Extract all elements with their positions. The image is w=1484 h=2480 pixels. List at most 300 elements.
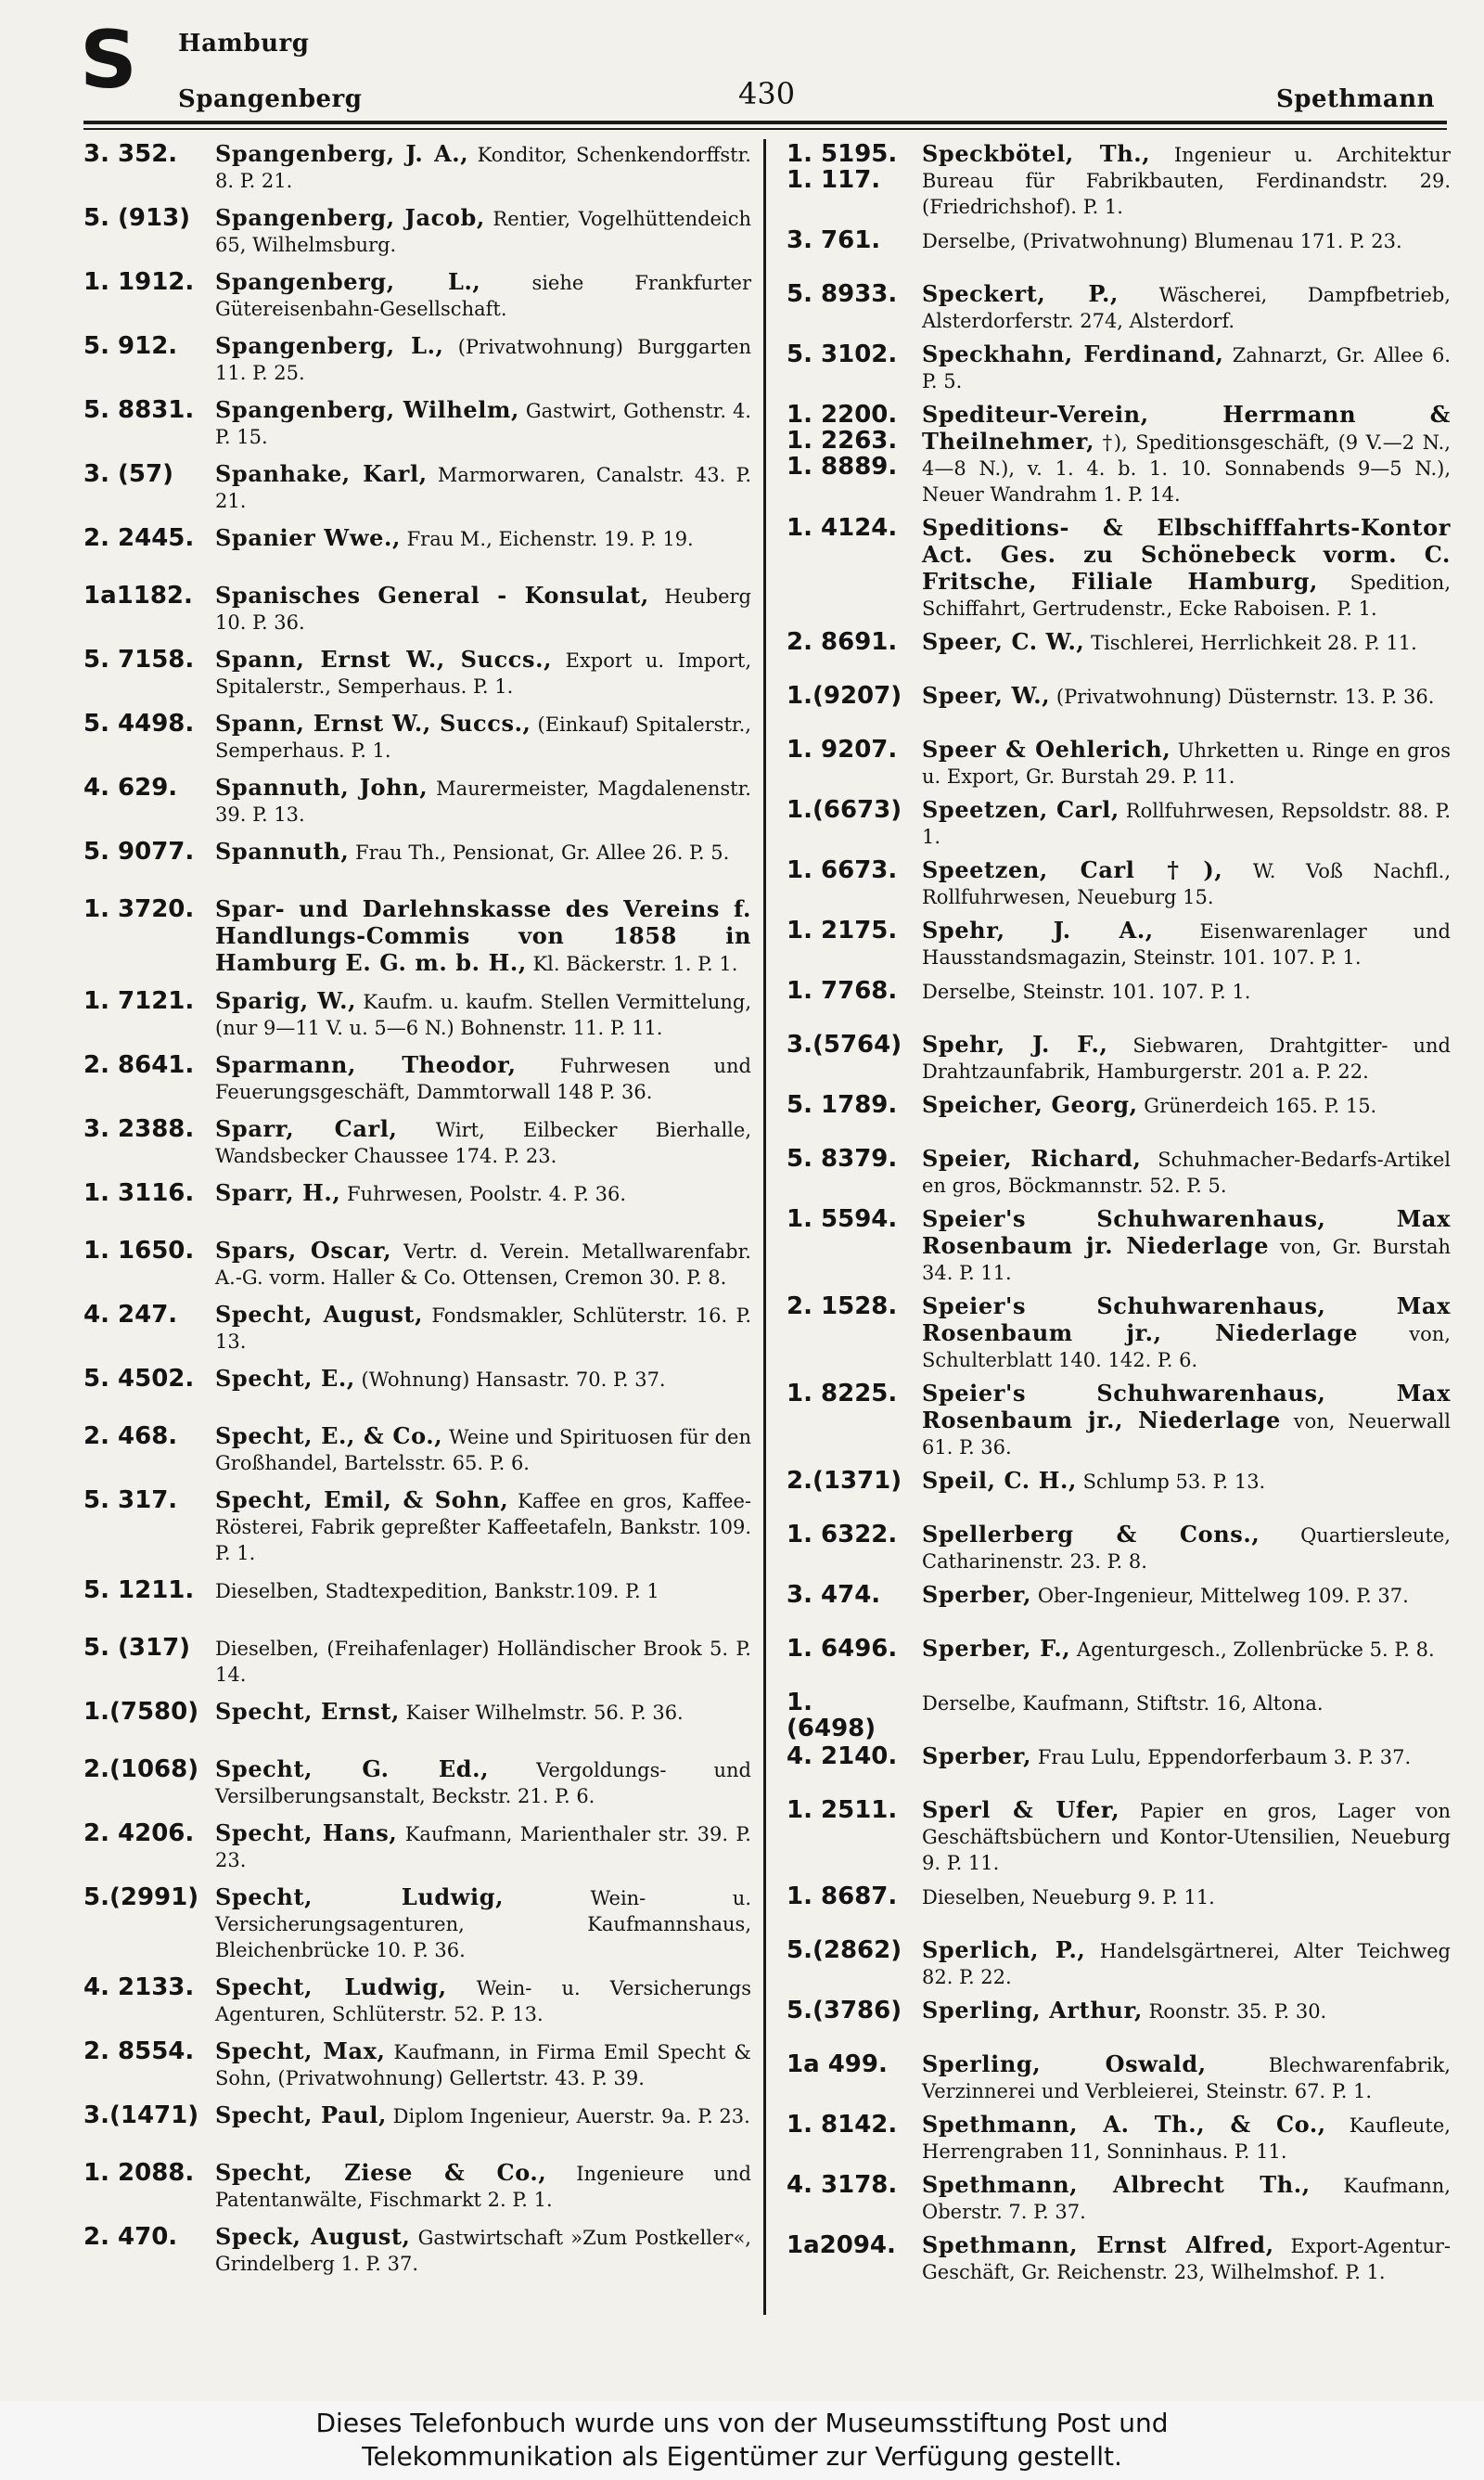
entry-details: Marmorwaren, Canalstr. 43. P. 21. bbox=[215, 464, 751, 512]
entry-name: Sperber, bbox=[922, 1581, 1032, 1608]
entry-details: Fuhrwesen und Feuerungsgeschäft, Dammtorwall 148 P. 36. bbox=[215, 1055, 751, 1103]
phone-number: 1. 6322. bbox=[787, 1521, 898, 1548]
directory-entry bbox=[787, 1092, 1451, 1138]
entry-text bbox=[215, 397, 751, 450]
phone-number: 1. 4124. bbox=[787, 514, 898, 542]
entry-text bbox=[922, 2232, 1451, 2285]
entry-details: Weine und Spirituosen für den Großhandel, Bartelsstr. 65. P. 6. bbox=[215, 1426, 751, 1474]
phone-number: 1. (6498) bbox=[787, 1689, 876, 1742]
entry-text bbox=[215, 896, 751, 977]
entry-details: Tischlerei, Herrlichkeit 28. P. 11. bbox=[1091, 632, 1417, 654]
entry-name: Specht, Ziese & Co., bbox=[215, 2159, 547, 2186]
phone-number: 5. 4502. bbox=[83, 1365, 195, 1393]
phone-number: 5. 8379. bbox=[787, 1145, 898, 1173]
entry-text bbox=[922, 1146, 1451, 1199]
directory-entry bbox=[787, 1381, 1451, 1460]
entry-text bbox=[215, 583, 751, 636]
entry-text bbox=[215, 839, 751, 866]
entry-text bbox=[922, 1381, 1451, 1460]
entry-name: Sperber, bbox=[922, 1742, 1032, 1769]
entry-details: Agenturgesch., Zollenbrücke 5. P. 8. bbox=[1076, 1638, 1435, 1661]
entry-text bbox=[922, 1206, 1451, 1286]
phone-number: 2.(1371) bbox=[787, 1467, 902, 1495]
directory-entry bbox=[83, 2224, 751, 2277]
entry-text bbox=[215, 2160, 751, 2213]
entry-name: Speckhahn, Ferdinand, bbox=[922, 341, 1224, 367]
entry-text bbox=[215, 205, 751, 258]
entry-text bbox=[215, 1052, 751, 1105]
directory-entry bbox=[83, 141, 751, 194]
page-number: 430 bbox=[738, 76, 796, 111]
entry-name: Spannuth, John, bbox=[215, 774, 429, 801]
phone-number: 1. 1912. bbox=[83, 268, 195, 296]
entry-name: Sperling, Arthur, bbox=[922, 1997, 1143, 2024]
phone-number: 4. 2140. bbox=[787, 1742, 898, 1770]
phone-number: 1. 3116. bbox=[83, 1179, 195, 1207]
phone-number: 3. 352. bbox=[83, 140, 178, 168]
directory-entry bbox=[787, 1146, 1451, 1199]
entry-name: Spangenberg, L., bbox=[215, 332, 444, 359]
entry-text bbox=[922, 1582, 1451, 1609]
entry-details: Frau M., Eichenstr. 19. P. 19. bbox=[406, 528, 694, 550]
entry-name: Spethmann, A. Th., & Co., bbox=[922, 2111, 1326, 2138]
entry-text bbox=[215, 141, 751, 194]
phone-number: 2. 8554. bbox=[83, 2037, 195, 2065]
phone-number: 1. 2088. bbox=[83, 2159, 195, 2187]
directory-entry bbox=[83, 1577, 751, 1624]
entry-name: Specht, Hans, bbox=[215, 1819, 398, 1846]
entry-name: Spangenberg, Jacob, bbox=[215, 204, 485, 231]
directory-entry bbox=[787, 1689, 1451, 1742]
entry-text bbox=[922, 797, 1451, 850]
directory-entry bbox=[787, 683, 1451, 729]
entry-name: Spanier Wwe., bbox=[215, 524, 401, 551]
entry-text bbox=[922, 141, 1451, 220]
entry-details: Kaffee en gros, Kaffee-Rösterei, Fabrik gepreßter Kaffeetafeln, Bankstr. 109. P. 1. bbox=[215, 1490, 751, 1564]
entry-details: Uhrketten u. Ringe en gros u. Export, Gr. Burstah 29. P. 11. bbox=[922, 739, 1451, 788]
phone-number: 3. 474. bbox=[787, 1581, 881, 1609]
phone-number: 1. 8225. bbox=[787, 1380, 898, 1407]
directory-entry bbox=[787, 2112, 1451, 2165]
entry-name: Spethmann, Ernst Alfred, bbox=[922, 2231, 1274, 2258]
entry-text bbox=[215, 1238, 751, 1291]
phone-number: 1. 5195. 1. 117. bbox=[787, 140, 898, 194]
entry-details: Eisenwarenlager und Hausstandsmagazin, Steinstr. 101. 107. P. 1. bbox=[922, 920, 1452, 969]
entry-text bbox=[922, 683, 1451, 710]
entry-text bbox=[922, 2051, 1451, 2104]
entry-name: Sparr, Carl, bbox=[215, 1115, 398, 1142]
header-range-to: Spethmann bbox=[1276, 85, 1436, 113]
directory-entry bbox=[83, 333, 751, 386]
directory-entry bbox=[83, 1116, 751, 1169]
entry-name: Speier's Schuhwarenhaus, Max Rosenbaum jr., Niederlage bbox=[922, 1292, 1451, 1346]
entry-details: Schlump 53. P. 13. bbox=[1082, 1471, 1266, 1493]
entry-text bbox=[922, 1690, 1451, 1716]
phone-number: 5. 1789. bbox=[787, 1091, 898, 1119]
entry-name: Sparmann, Theodor, bbox=[215, 1051, 517, 1078]
entry-name: Spediteur-Verein, Herrmann & Theilnehmer, bbox=[922, 401, 1451, 455]
entry-name: Spehr, J. A., bbox=[922, 917, 1154, 944]
entry-text bbox=[922, 918, 1451, 970]
entry-details: Kaufmann, Marienthaler str. 39. P. 23. bbox=[215, 1823, 751, 1871]
entry-text bbox=[215, 647, 751, 700]
directory-entry bbox=[787, 281, 1451, 334]
entry-details: Kaufmann, Oberstr. 7. P. 37. bbox=[922, 2175, 1451, 2223]
directory-entry bbox=[83, 1302, 751, 1355]
phone-number: 1. 2200. 1. 2263. 1. 8889. bbox=[787, 401, 898, 481]
entry-details: Wäscherei, Dampfbetrieb, Alsterdorferstr. 274, Alsterdorf. bbox=[922, 284, 1451, 332]
entry-text bbox=[215, 1302, 751, 1355]
entry-text bbox=[215, 988, 751, 1041]
directory-entry bbox=[787, 141, 1451, 220]
entry-name: Spanhake, Karl, bbox=[215, 460, 428, 487]
entry-details: (Privatwohnung) Düsternstr. 13. P. 36. bbox=[1055, 686, 1435, 708]
phone-number: 4. 629. bbox=[83, 774, 178, 802]
header-rule-thick bbox=[83, 121, 1447, 124]
entry-name: Spann, Ernst W., Succs., bbox=[215, 710, 531, 737]
entry-name: Speetzen, Carl †), bbox=[922, 856, 1223, 883]
entry-details: Frau Th., Pensionat, Gr. Allee 26. P. 5. bbox=[355, 842, 730, 864]
phone-number: 5. (317) bbox=[83, 1634, 191, 1662]
footer-line-1: Dieses Telefonbuch wurde uns von der Museumsstiftung Post und bbox=[315, 2408, 1169, 2438]
entry-text bbox=[922, 1293, 1451, 1373]
entry-details: W. Voß Nachfl., Rollfuhrwesen, Neueburg 15. bbox=[922, 860, 1451, 908]
entry-text bbox=[215, 1699, 751, 1726]
entry-details: Kaiser Wilhelmstr. 56. P. 36. bbox=[405, 1702, 684, 1724]
phone-number: 5.(2991) bbox=[83, 1883, 199, 1911]
entry-details: Derselbe, (Privatwohnung) Blumenau 171. P. 23. bbox=[922, 230, 1402, 252]
phone-number: 1.(9207) bbox=[787, 682, 902, 710]
entry-name: Speicher, Georg, bbox=[922, 1091, 1138, 1118]
header-rule-thin bbox=[83, 128, 1447, 130]
entry-details: Konditor, Schenkendorffstr. 8. P. 21. bbox=[215, 144, 751, 192]
section-letter: S bbox=[80, 14, 137, 107]
entry-details: Fondsmakler, Schlüterstr. 16. P. 13. bbox=[215, 1304, 752, 1353]
phone-number: 5.(3786) bbox=[787, 1997, 902, 2024]
directory-entry bbox=[83, 1366, 751, 1412]
phone-number: 2.(1068) bbox=[83, 1755, 199, 1783]
phone-number: 5. 4498. bbox=[83, 710, 195, 738]
phone-number: 4. 247. bbox=[83, 1301, 178, 1329]
entry-text bbox=[922, 1092, 1451, 1119]
entry-details: Export u. Import, Spitalerstr., Semperhaus. P. 1. bbox=[215, 649, 752, 698]
entry-text bbox=[922, 2172, 1451, 2225]
entry-name: Specht, Paul, bbox=[215, 2101, 387, 2128]
phone-number: 3. 761. bbox=[787, 226, 881, 254]
phone-number: 2. 8641. bbox=[83, 1051, 195, 1079]
entry-text bbox=[922, 1032, 1451, 1085]
directory-entry bbox=[787, 341, 1451, 394]
entry-name: Sperling, Oswald, bbox=[922, 2050, 1207, 2077]
entry-details: von, Neuerwall 61. P. 36. bbox=[922, 1410, 1451, 1458]
entry-details: Kl. Bäckerstr. 1. P. 1. bbox=[532, 953, 738, 975]
entry-name: Speck, August, bbox=[215, 2223, 411, 2250]
phone-number: 1. 8687. bbox=[787, 1882, 898, 1910]
entry-details: Spedition, Schiffahrt, Gertrudenstr., Ecke Raboisen. P. 1. bbox=[922, 572, 1451, 620]
directory-entry bbox=[83, 1699, 751, 1745]
phone-number: 2. 2445. bbox=[83, 524, 195, 552]
entry-details: Blechwarenfabrik, Verzinnerei und Verbleierei, Steinstr. 67. P. 1. bbox=[922, 2054, 1451, 2102]
directory-entry bbox=[787, 629, 1451, 675]
entry-details: Derselbe, Steinstr. 101. 107. P. 1. bbox=[922, 981, 1251, 1003]
entry-name: Specht, Max, bbox=[215, 2037, 386, 2064]
entry-details: Kaufm. u. kaufm. Stellen Vermittelung, (nur 9—11 V. u. 5—6 N.) Bohnenstr. 11. P. 11. bbox=[215, 991, 751, 1039]
directory-entry bbox=[83, 1238, 751, 1291]
entry-name: Spann, Ernst W., Succs., bbox=[215, 646, 553, 673]
directory-entry bbox=[787, 2232, 1451, 2285]
entry-details: Schuhmacher-Bedarfs-Artikel en gros, Böckmannstr. 52. P. 5. bbox=[922, 1149, 1451, 1197]
entry-text bbox=[922, 2112, 1451, 2165]
entry-text bbox=[922, 341, 1451, 394]
entry-name: Specht, August, bbox=[215, 1301, 424, 1328]
phone-number: 2. 470. bbox=[83, 2223, 178, 2251]
entry-details: Fuhrwesen, Poolstr. 4. P. 36. bbox=[347, 1183, 627, 1205]
phone-number: 5. 317. bbox=[83, 1486, 178, 1514]
directory-entry bbox=[787, 2051, 1451, 2104]
phone-number: 3.(5764) bbox=[787, 1031, 902, 1059]
entry-name: Spethmann, Albrecht Th., bbox=[922, 2171, 1311, 2198]
directory-entry bbox=[83, 647, 751, 700]
entry-details: Heuberg 10. P. 36. bbox=[215, 585, 751, 634]
directory-entry bbox=[83, 269, 751, 322]
entry-details: †), Speditionsgeschäft, (9 V.—2 N., 4—8 N.), v. 1. 4. b. 1. 10. Sonnabends 9—5 N.), Neuer Wandrahm 1. P. 14. bbox=[922, 431, 1451, 506]
phone-number: 1a2094. bbox=[787, 2231, 896, 2259]
entry-text bbox=[215, 525, 751, 552]
entry-details: Wein- u. Versicherungsagenturen, Kaufmannshaus, Bleichenbrücke 10. P. 36. bbox=[215, 1887, 751, 1961]
entry-details: Export-Agentur-Geschäft, Gr. Reichenstr. 23, Wilhelmshof. P. 1. bbox=[922, 2235, 1451, 2283]
entry-name: Specht, Ludwig, bbox=[215, 1973, 447, 2000]
entry-text bbox=[922, 1522, 1451, 1574]
phone-number: 1.(7580) bbox=[83, 1698, 199, 1726]
directory-entry bbox=[787, 1797, 1451, 1876]
directory-entry bbox=[83, 775, 751, 828]
phone-number: 2. 4206. bbox=[83, 1819, 195, 1847]
entry-details: Gastwirt, Gothenstr. 4. P. 15. bbox=[215, 400, 751, 448]
phone-number: 1. 8142. bbox=[787, 2111, 898, 2139]
entry-name: Speckbötel, Th., bbox=[922, 140, 1151, 167]
header-city: Hamburg bbox=[178, 30, 310, 58]
phone-number: 1. 7768. bbox=[787, 977, 898, 1005]
directory-entry bbox=[787, 1743, 1451, 1790]
entry-details: Kaufleute, Herrengraben 11, Sonninhaus. P. 11. bbox=[922, 2114, 1451, 2163]
entry-text bbox=[215, 1423, 751, 1476]
directory-entry bbox=[787, 797, 1451, 850]
entry-text bbox=[922, 1636, 1451, 1663]
phone-number: 2. 8691. bbox=[787, 628, 898, 656]
entry-name: Specht, E., & Co., bbox=[215, 1422, 443, 1449]
entry-name: Speer & Oehlerich, bbox=[922, 736, 1171, 763]
directory-entry bbox=[83, 1423, 751, 1476]
directory-entry bbox=[83, 988, 751, 1041]
entry-details: Zahnarzt, Gr. Allee 6. P. 5. bbox=[922, 344, 1451, 392]
entry-details: Ober-Ingenieur, Mittelweg 109. P. 37. bbox=[1037, 1585, 1409, 1607]
entry-name: Speckert, P., bbox=[922, 280, 1119, 307]
entry-details: Dieselben, (Freihafenlager) Holländischer Brook 5. P. 14. bbox=[215, 1638, 751, 1686]
entry-details: Quartiersleute, Catharinenstr. 23. P. 8. bbox=[922, 1524, 1451, 1573]
entry-details: (Einkauf) Spitalerstr., Semperhaus. P. 1. bbox=[215, 713, 751, 762]
directory-entry bbox=[787, 978, 1451, 1024]
phone-number: 1.(6673) bbox=[787, 796, 902, 824]
phone-number: 5. 3102. bbox=[787, 341, 898, 368]
entry-text bbox=[215, 1820, 751, 1873]
directory-entry bbox=[787, 402, 1451, 508]
entry-text bbox=[215, 2102, 751, 2129]
entry-text bbox=[922, 1743, 1451, 1770]
header-range-from: Spangenberg bbox=[178, 85, 363, 113]
entry-details: Ingenieur u. Architektur Bureau für Fabrikbauten, Ferdinandstr. 29. (Friedrichshof). P. 1. bbox=[922, 144, 1451, 218]
directory-entry bbox=[787, 1293, 1451, 1373]
entry-text bbox=[215, 1577, 751, 1604]
phone-number: 5. 8933. bbox=[787, 280, 898, 308]
phone-number: 1. 9207. bbox=[787, 736, 898, 764]
directory-entry bbox=[83, 896, 751, 977]
entry-text bbox=[215, 1635, 751, 1688]
directory-entry bbox=[787, 857, 1451, 910]
entry-name: Spellerberg & Cons., bbox=[922, 1521, 1260, 1548]
entry-text bbox=[922, 227, 1451, 254]
entry-name: Spar- und Darlehnskasse des Vereins f. Handlungs-Commis von 1858 in Hamburg E. G. m. b. H., bbox=[215, 895, 751, 976]
entry-text bbox=[922, 515, 1451, 622]
entry-text bbox=[215, 2038, 751, 2091]
phone-number: 5. 1211. bbox=[83, 1576, 195, 1604]
entry-details: Wirt, Eilbecker Bierhalle, Wandsbecker Chaussee 174. P. 23. bbox=[215, 1119, 752, 1167]
phone-number: 1. 5594. bbox=[787, 1205, 898, 1233]
entry-text bbox=[922, 1937, 1451, 1990]
entry-name: Speer, W., bbox=[922, 682, 1051, 709]
phone-number: 5. 8831. bbox=[83, 396, 195, 424]
phone-number: 5. 7158. bbox=[83, 646, 195, 674]
entry-text bbox=[922, 737, 1451, 790]
entry-text bbox=[922, 281, 1451, 334]
entry-text bbox=[922, 1797, 1451, 1876]
entry-name: Spanisches General - Konsulat, bbox=[215, 582, 649, 609]
phone-number: 4. 2133. bbox=[83, 1973, 195, 2001]
directory-entry bbox=[83, 1635, 751, 1688]
entry-name: Sparr, H., bbox=[215, 1179, 341, 1206]
entry-details: siehe Frankfurter Gütereisenbahn-Gesellschaft. bbox=[215, 272, 751, 320]
directory-entry bbox=[787, 737, 1451, 790]
phone-number: 1. 3720. bbox=[83, 895, 195, 923]
entry-name: Spangenberg, Wilhelm, bbox=[215, 396, 519, 423]
entry-text bbox=[215, 1366, 751, 1393]
directory-entry bbox=[787, 1206, 1451, 1286]
directory-entry bbox=[787, 2172, 1451, 2225]
entry-name: Sperlich, P., bbox=[922, 1936, 1086, 1963]
directory-entry bbox=[83, 1820, 751, 1873]
left-column bbox=[83, 141, 751, 2288]
entry-details: Rollfuhrwesen, Repsoldstr. 88. P. 1. bbox=[922, 800, 1451, 848]
entry-text bbox=[215, 1884, 751, 1963]
phone-number: 1. 6673. bbox=[787, 856, 898, 884]
directory-entry bbox=[83, 711, 751, 764]
phone-number: 5. 9077. bbox=[83, 838, 195, 866]
entry-name: Sperber, F., bbox=[922, 1635, 1071, 1662]
footer-line-2: Telekommunikation als Eigentümer zur Verfügung gestellt. bbox=[362, 2441, 1122, 2472]
entry-name: Specht, Ernst, bbox=[215, 1698, 400, 1725]
entry-details: (Privatwohnung) Burggarten 11. P. 25. bbox=[215, 336, 751, 384]
entry-name: Sparig, W., bbox=[215, 987, 357, 1014]
entry-details: (Wohnung) Hansastr. 70. P. 37. bbox=[361, 1368, 666, 1391]
phone-number: 1a1182. bbox=[83, 582, 193, 610]
entry-details: Papier en gros, Lager von Geschäftsbüchern und Kontor-Utensilien, Neueburg 9. P. 11. bbox=[922, 1800, 1451, 1874]
directory-entry bbox=[83, 1756, 751, 1809]
directory-entry bbox=[787, 1998, 1451, 2044]
entry-text bbox=[215, 1974, 751, 2027]
entry-name: Speetzen, Carl, bbox=[922, 796, 1119, 823]
phone-number: 2. 468. bbox=[83, 1422, 178, 1450]
entry-text bbox=[922, 857, 1451, 910]
entry-text bbox=[922, 1998, 1451, 2024]
entry-details: Siebwaren, Drahtgitter- und Drahtzaunfabrik, Hamburgerstr. 201 a. P. 22. bbox=[922, 1034, 1451, 1083]
footer-notice bbox=[0, 2401, 1484, 2480]
entry-name: Specht, Emil, & Sohn, bbox=[215, 1486, 509, 1513]
entry-name: Specht, G. Ed., bbox=[215, 1755, 490, 1782]
directory-entry bbox=[787, 1032, 1451, 1085]
phone-number: 1. 2511. bbox=[787, 1796, 898, 1824]
entry-text bbox=[922, 629, 1451, 656]
entry-name: Specht, Ludwig, bbox=[215, 1883, 505, 1910]
entry-details: Derselbe, Kaufmann, Stiftstr. 16, Altona. bbox=[922, 1692, 1324, 1715]
directory-entry bbox=[83, 2038, 751, 2091]
entry-text bbox=[215, 269, 751, 322]
entry-details: Dieselben, Neueburg 9. P. 11. bbox=[922, 1886, 1215, 1908]
entry-text bbox=[215, 1180, 751, 1207]
entry-text bbox=[922, 978, 1451, 1005]
directory-entry bbox=[787, 1522, 1451, 1574]
entry-details: von, Gr. Burstah 34. P. 11. bbox=[922, 1236, 1451, 1284]
phone-number: 3. (57) bbox=[83, 460, 173, 488]
phone-number: 4. 3178. bbox=[787, 2171, 898, 2199]
entry-details: Grünerdeich 165. P. 15. bbox=[1144, 1095, 1377, 1117]
directory-entry bbox=[787, 1468, 1451, 1514]
directory-entry bbox=[787, 918, 1451, 970]
entry-details: Vergoldungs- und Versilberungsanstalt, Beckstr. 21. P. 6. bbox=[215, 1759, 751, 1807]
phone-number: 3. 2388. bbox=[83, 1115, 195, 1143]
phone-number: 5. (913) bbox=[83, 204, 191, 232]
entry-details: Roonstr. 35. P. 30. bbox=[1148, 2000, 1327, 2023]
entry-name: Spannuth, bbox=[215, 838, 350, 865]
directory-entry bbox=[787, 1883, 1451, 1930]
directory-entry bbox=[83, 2160, 751, 2213]
entry-name: Speer, C. W., bbox=[922, 628, 1085, 655]
directory-entry bbox=[83, 2102, 751, 2149]
entry-name: Speier's Schuhwarenhaus, Max Rosenbaum jr. Niederlage bbox=[922, 1205, 1451, 1259]
directory-entry bbox=[83, 1180, 751, 1227]
directory-entry bbox=[83, 461, 751, 514]
phone-number: 3.(1471) bbox=[83, 2101, 199, 2129]
phone-number: 1. 1650. bbox=[83, 1237, 195, 1265]
entry-text bbox=[922, 402, 1451, 508]
entry-name: Speil, C. H., bbox=[922, 1467, 1077, 1494]
entry-details: Diplom Ingenieur, Auerstr. 9a. P. 23. bbox=[392, 2105, 750, 2127]
entry-details: Vertr. d. Verein. Metallwarenfabr. A.-G. vorm. Haller & Co. Ottensen, Cremon 30. P. 8. bbox=[215, 1240, 751, 1289]
entry-details: Wein- u. Versicherungs Agenturen, Schlüterstr. 52. P. 13. bbox=[215, 1977, 751, 2025]
directory-entry bbox=[83, 839, 751, 885]
directory-entry bbox=[83, 583, 751, 636]
entry-name: Spehr, J. F., bbox=[922, 1031, 1108, 1058]
entry-text bbox=[215, 1116, 751, 1169]
directory-entry bbox=[83, 1487, 751, 1566]
directory-entry bbox=[83, 397, 751, 450]
phone-number: 5. 912. bbox=[83, 332, 178, 360]
directory-entry bbox=[83, 205, 751, 258]
directory-entry bbox=[787, 1937, 1451, 1990]
entry-name: Spars, Oscar, bbox=[215, 1237, 392, 1264]
phone-number: 1. 2175. bbox=[787, 917, 898, 944]
entry-text bbox=[922, 1468, 1451, 1495]
entry-text bbox=[215, 2224, 751, 2277]
entry-text bbox=[215, 1487, 751, 1566]
